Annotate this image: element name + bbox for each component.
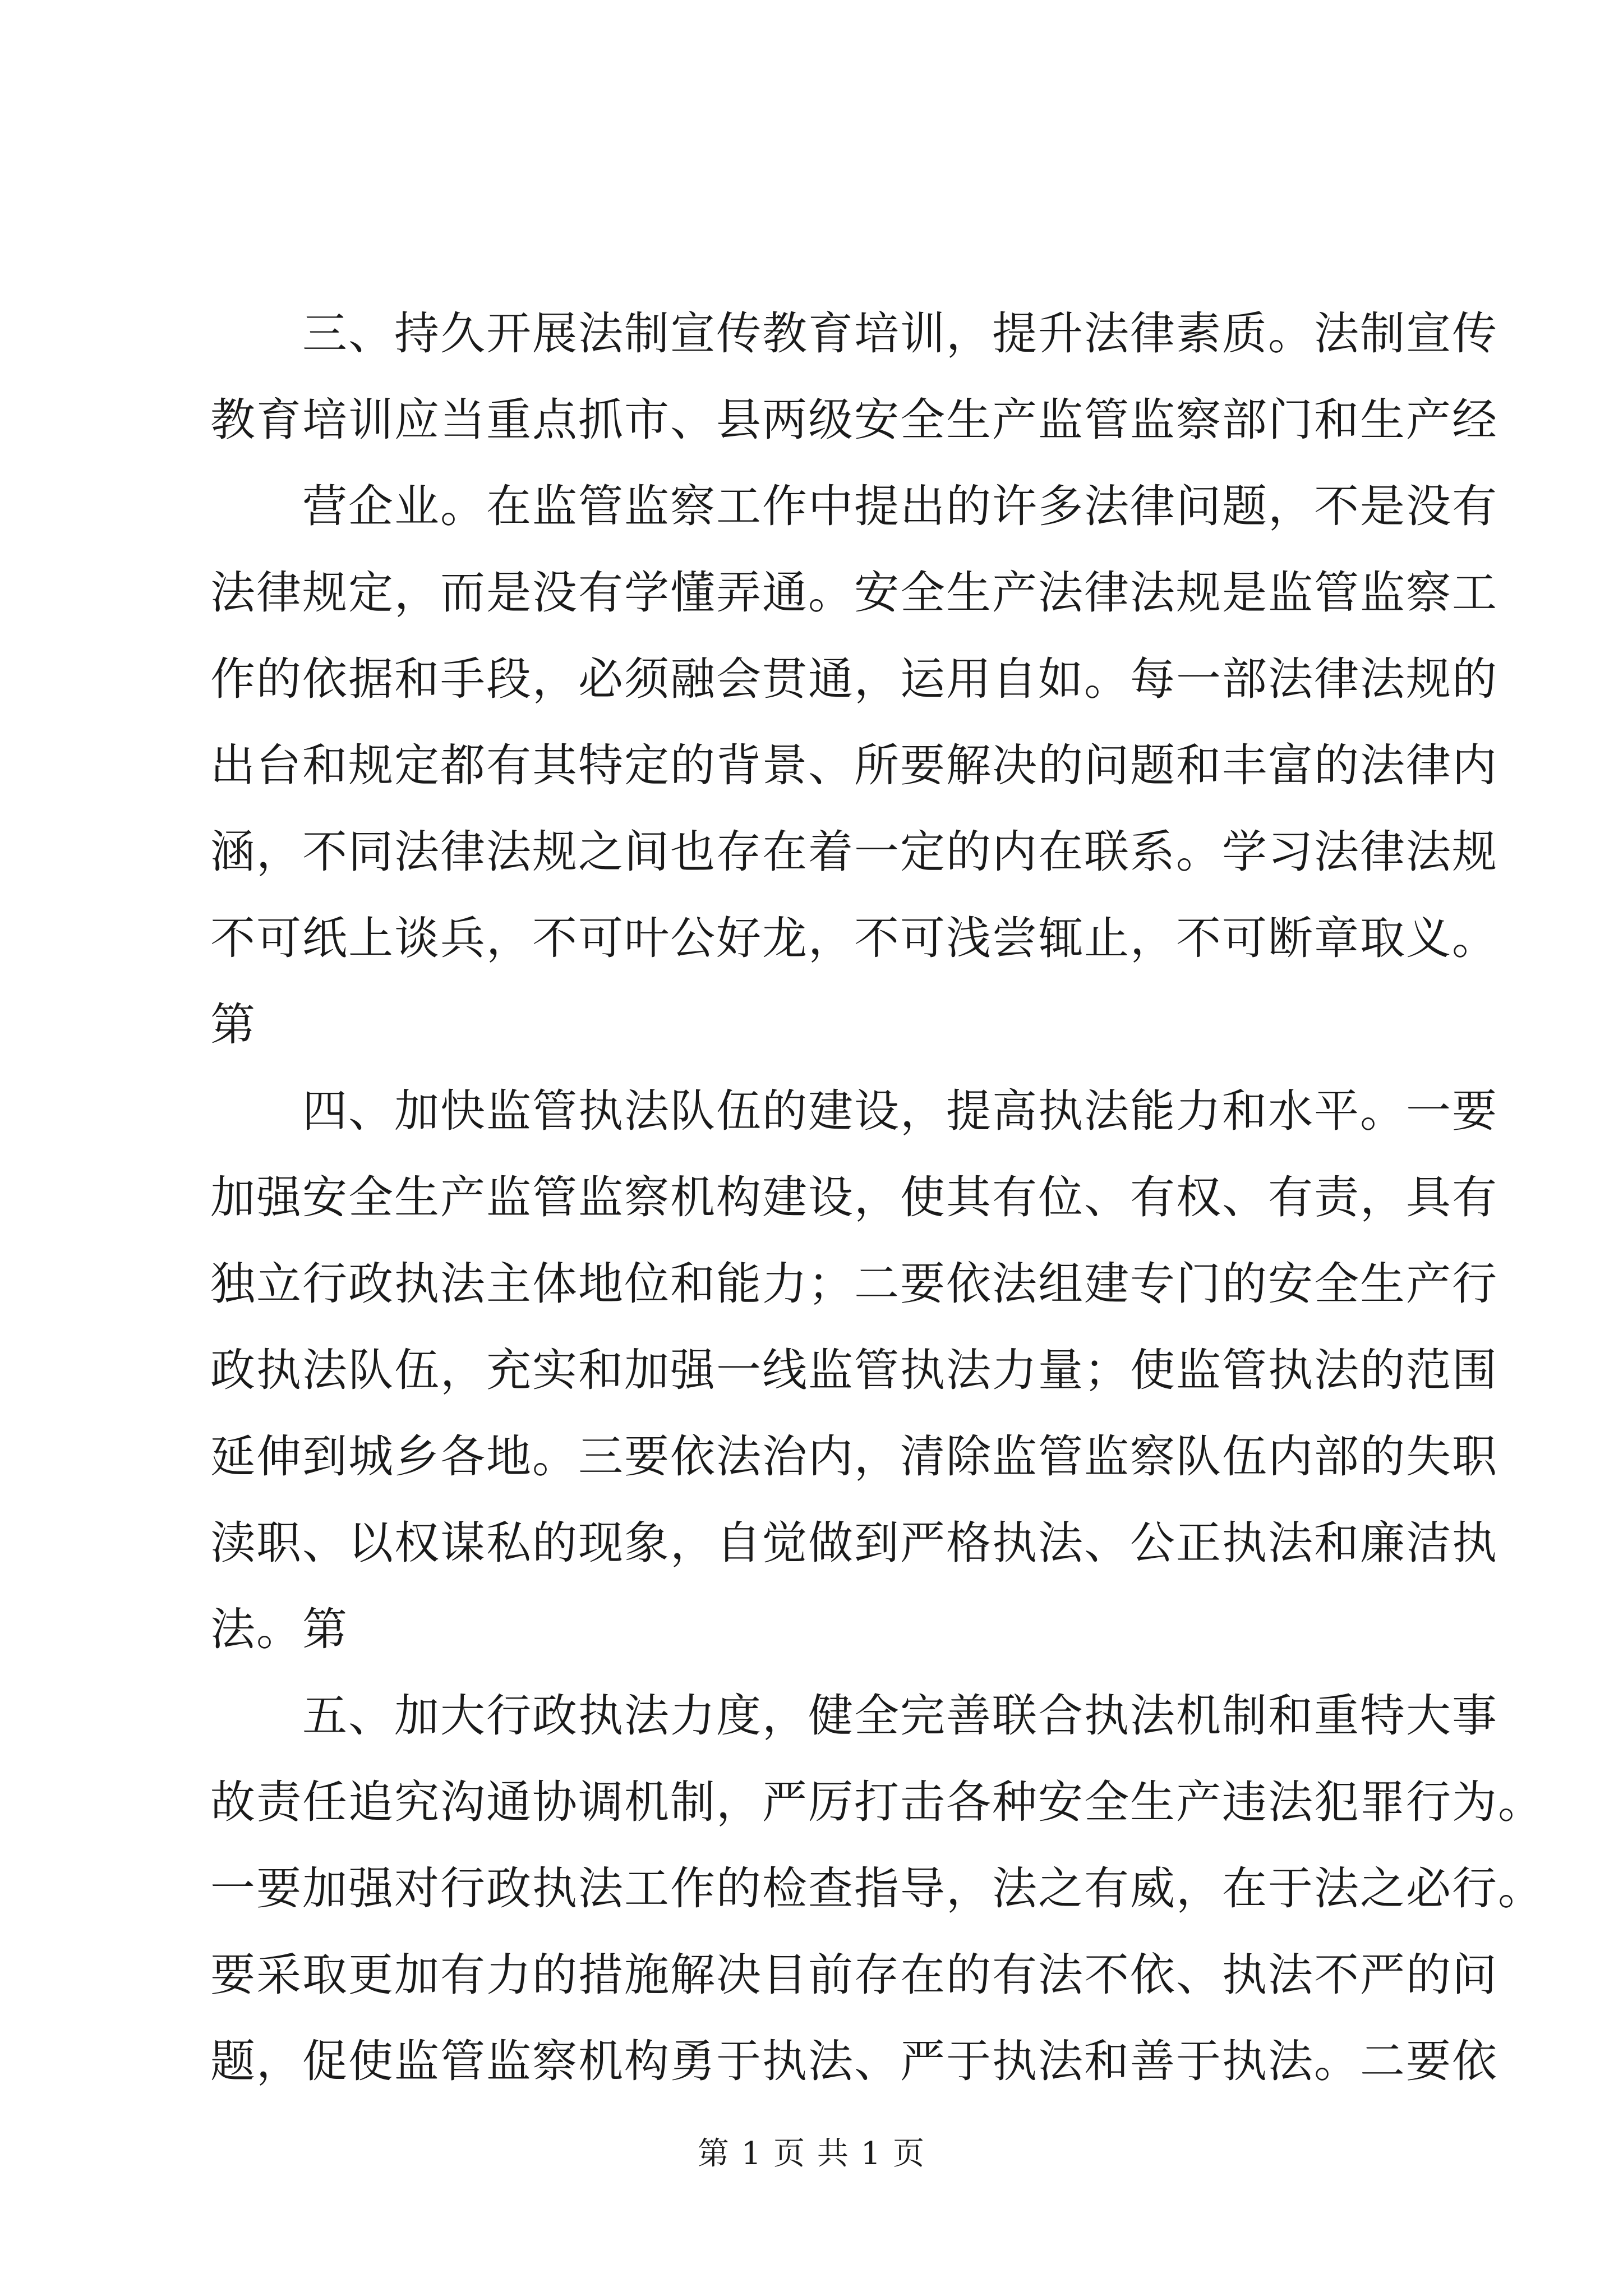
body-line-5: 作的依据和手段，必须融会贯通，运用自如。每一部法律法规的	[210, 653, 1498, 705]
body-line-18: 故责任追究沟通协调机制，严厉打击各种安全生产违法犯罪行为。	[210, 1776, 1544, 1828]
body-line-19: 一要加强对行政执法工作的检查指导，法之有威，在于法之必行。	[210, 1862, 1544, 1915]
body-line-10: 四、加快监管执法队伍的建设，提高执法能力和水平。一要	[210, 1085, 1498, 1137]
body-line-14: 延伸到城乡各地。三要依法治内，清除监管监察队伍内部的失职	[210, 1430, 1498, 1483]
body-line-21: 题，促使监管监察机构勇于执法、严于执法和善于执法。二要依	[210, 2035, 1498, 2087]
body-line-16: 法。第	[210, 1603, 348, 1655]
body-line-8: 不可纸上谈兵，不可叶公好龙，不可浅尝辄止，不可断章取义。	[210, 912, 1498, 964]
body-line-20: 要采取更加有力的措施解决目前存在的有法不依、执法不严的问	[210, 1949, 1498, 2001]
body-line-12: 独立行政执法主体地位和能力；二要依法组建专门的安全生产行	[210, 1258, 1498, 1310]
body-line-4: 法律规定，而是没有学懂弄通。安全生产法律法规是监管监察工	[210, 567, 1498, 619]
body-line-9: 第	[210, 999, 256, 1051]
body-line-2: 教育培训应当重点抓市、县两级安全生产监管监察部门和生产经	[210, 394, 1498, 446]
body-line-7: 涵，不同法律法规之间也存在着一定的内在联系。学习法律法规	[210, 826, 1498, 878]
body-line-6: 出台和规定都有其特定的背景、所要解决的问题和丰富的法律内	[210, 739, 1498, 792]
body-line-15: 渎职、以权谋私的现象，自觉做到严格执法、公正执法和廉洁执	[210, 1517, 1498, 1569]
body-line-3: 营企业。在监管监察工作中提出的许多法律问题，不是没有	[210, 480, 1498, 532]
body-line-11: 加强安全生产监管监察机构建设，使其有位、有权、有责，具有	[210, 1171, 1498, 1223]
body-line-17: 五、加大行政执法力度，健全完善联合执法机制和重特大事	[210, 1690, 1498, 1742]
body-line-13: 政执法队伍，充实和加强一线监管执法力量；使监管执法的范围	[210, 1344, 1498, 1396]
page-number-footer: 第 1 页 共 1 页	[697, 2136, 926, 2172]
body-line-1: 三、持久开展法制宣传教育培训，提升法律素质。法制宣传	[210, 307, 1498, 360]
